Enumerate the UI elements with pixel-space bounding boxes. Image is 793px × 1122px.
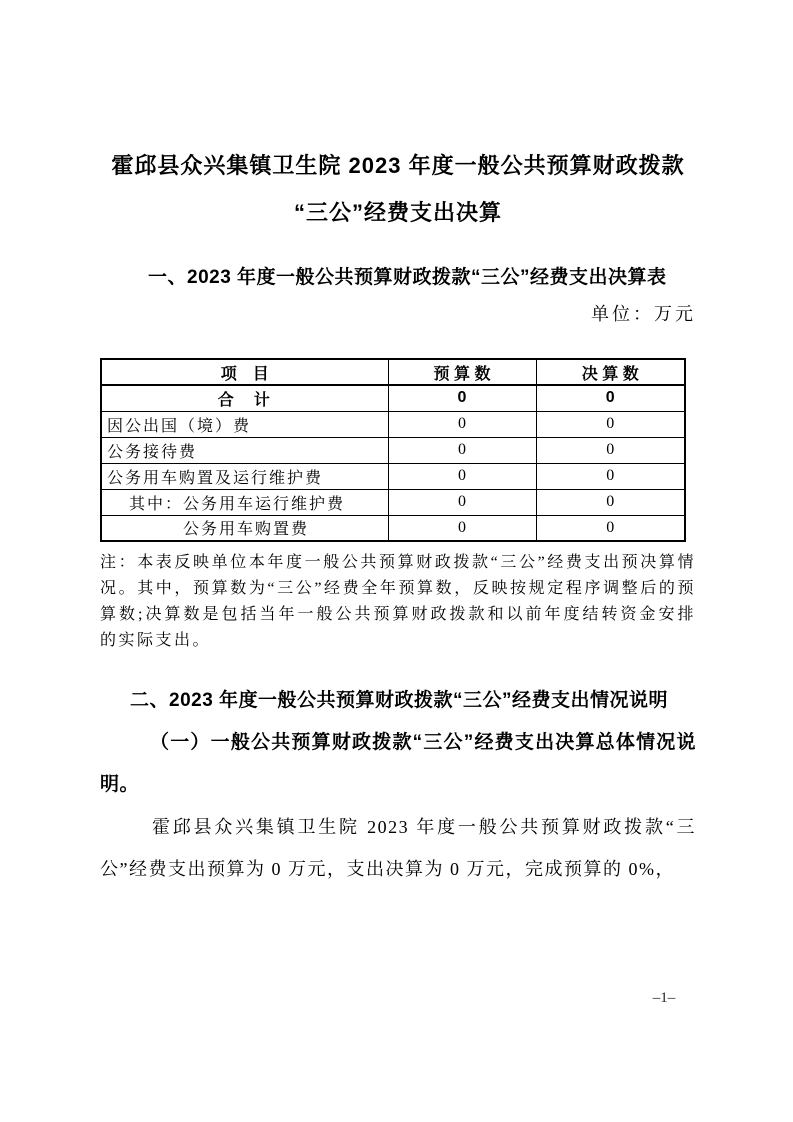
final-cell: 0 (536, 385, 685, 411)
three-public-expense-table (100, 358, 686, 542)
item-cell: 公务用车购置费 (101, 515, 388, 541)
budget-cell: 0 (388, 463, 536, 489)
subsection-one-heading: （一）一般公共预算财政拨款“三公”经费支出决算总体情况说明。 (100, 732, 696, 795)
final-cell: 0 (536, 463, 685, 489)
table-row-total (101, 385, 685, 411)
unit-label: 单位：万元 (591, 304, 696, 324)
table-row-abroad-fee (101, 411, 685, 437)
table-row-reception-fee (101, 437, 685, 463)
final-cell: 0 (536, 411, 685, 437)
final-cell: 0 (536, 437, 685, 463)
document-title (100, 142, 696, 236)
page-number: –1– (652, 990, 676, 1006)
budget-cell: 0 (388, 437, 536, 463)
column-header-budget: 预 算 数 (388, 359, 536, 385)
budget-cell: 0 (388, 385, 536, 411)
section-one-heading: 一、2023 年度一般公共预算财政拨款“三公”经费支出决算表 (148, 267, 667, 288)
item-cell: 其中：公务用车运行维护费 (101, 489, 388, 515)
table-row-vehicle-purchase (101, 515, 685, 541)
table-row-vehicle-total (101, 463, 685, 489)
item-cell: 公务接待费 (101, 437, 388, 463)
document-title-line2: “三公”经费支出决算 (293, 200, 502, 225)
column-header-item: 项 目 (101, 359, 388, 385)
item-cell: 因公出国（境）费 (101, 411, 388, 437)
budget-cell: 0 (388, 515, 536, 541)
final-cell: 0 (536, 489, 685, 515)
document-title-line1: 霍邱县众兴集镇卫生院 2023 年度一般公共预算财政拨款 (111, 153, 685, 178)
budget-cell: 0 (388, 489, 536, 515)
budget-cell: 0 (388, 411, 536, 437)
item-cell: 公务用车购置及运行维护费 (101, 463, 388, 489)
table-note: 注：本表反映单位本年度一般公共预算财政拨款“三公”经费支出预决算情况。其中，预算数为“三公”经费全年预算数，反映按规定程序调整后的预算数;决算数是包括当年一般公共预算财政拨款和以前年度结转资金安排的实际支出。 (100, 554, 696, 649)
item-cell: 合 计 (101, 385, 388, 411)
table-row-vehicle-operation (101, 489, 685, 515)
section-two-heading: 二、2023 年度一般公共预算财政拨款“三公”经费支出情况说明 (130, 690, 669, 711)
column-header-final: 决 算 数 (536, 359, 685, 385)
body-paragraph: 霍邱县众兴集镇卫生院 2023 年度一般公共预算财政拨款“三公”经费支出预算为 0 万元，支出决算为 0 万元，完成预算的 0%， (100, 817, 696, 879)
final-cell: 0 (536, 515, 685, 541)
table-header-row (101, 359, 685, 385)
